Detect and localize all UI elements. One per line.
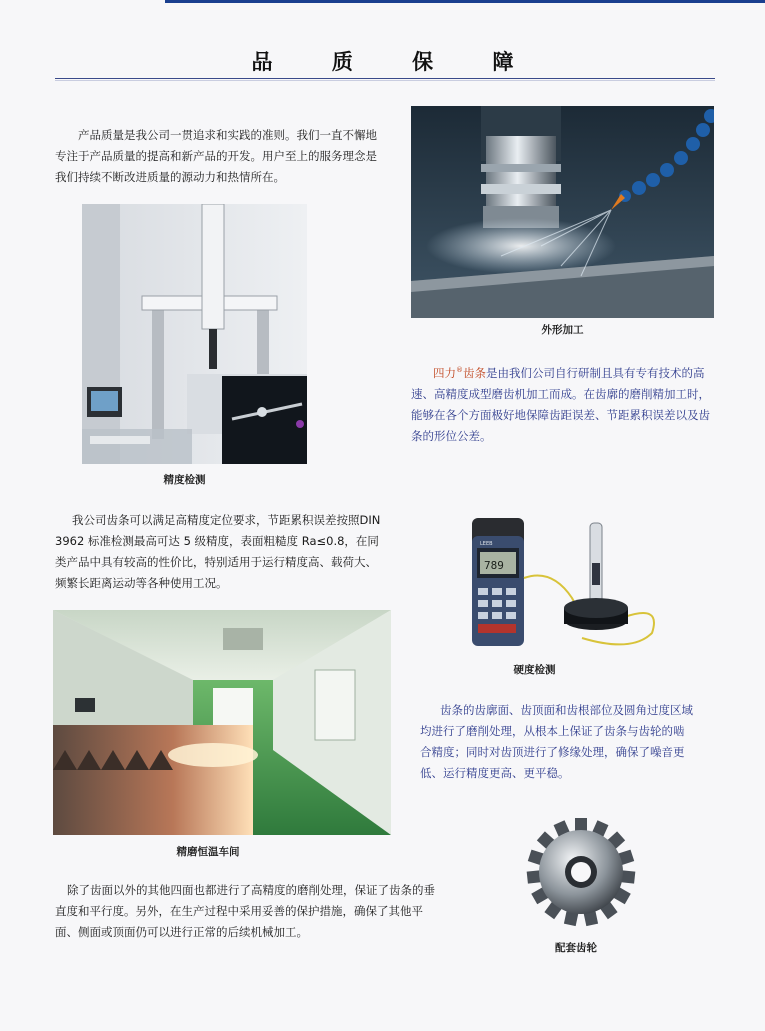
closing-paragraph: 除了齿面以外的其他四面也都进行了高精度的磨削处理，保证了齿条的垂直度和平行度。另外，在生产过程中采用妥善的保护措施，确保了其他平面、侧面或顶面仍可以进行正常的后续机械加工。 bbox=[55, 883, 435, 939]
caption-precision-inspection: 精度检测 bbox=[163, 474, 206, 486]
caption-shape-machining: 外形加工 bbox=[541, 324, 584, 336]
tester-reading: 789 bbox=[484, 559, 504, 572]
title-divider bbox=[55, 78, 715, 79]
registered-mark: ® bbox=[456, 366, 463, 374]
caption-workshop: 精磨恒温车间 bbox=[176, 846, 240, 858]
tester-logo: LEEB bbox=[480, 541, 493, 547]
brand-paragraph bbox=[411, 360, 716, 447]
precision-inspection-photo bbox=[82, 204, 307, 464]
grinding-paragraph: 齿条的齿廓面、齿顶面和齿根部位及圆角过度区域均进行了磨削处理，从根本上保证了齿条与齿轮的啮合精度；同时对齿顶进行了修缘处理，确保了噪音更低、运行精度更高、更平稳。 bbox=[420, 703, 693, 780]
precision-paragraph: 我公司齿条可以满足高精度定位要求，节距累积误差按照DIN 3962 标准检测最高可达 5 级精度，表面粗糙度 Ra≤0.8，在同类产品中具有较高的性价比，特别适用于运行精度高、载荷大、频繁长距离运动等各种使用工况。 bbox=[55, 513, 381, 590]
intro-paragraph: 产品质量是我公司一贯追求和实践的准则。我们一直不懈地专注于产品质量的提高和新产品的开发。用户至上的服务理念是我们持续不断改进质量的源动力和热情所在。 bbox=[55, 128, 377, 184]
header-accent-bar bbox=[165, 0, 765, 3]
gear-illustration bbox=[526, 814, 636, 929]
brand-name: 四力 bbox=[433, 365, 456, 380]
gear-photo bbox=[526, 814, 636, 929]
page-title: 品 质 保 障 bbox=[251, 50, 540, 74]
workshop-photo bbox=[53, 610, 391, 835]
brand-product: 齿条 bbox=[463, 365, 486, 380]
brand-description: 是由我们公司自行研制且具有专有技术的高速、高精度成型磨齿机加工而成。在齿廓的磨削精加工时，能够在各个方面极好地保障齿距误差、节距累积误差以及齿条的形位公差。 bbox=[411, 365, 710, 443]
caption-hardness-test: 硬度检测 bbox=[513, 664, 556, 676]
caption-matching-gear: 配套齿轮 bbox=[555, 942, 597, 954]
hardness-tester-photo bbox=[462, 508, 667, 658]
shape-machining-photo bbox=[411, 106, 714, 318]
title-divider-shadow bbox=[55, 80, 715, 81]
